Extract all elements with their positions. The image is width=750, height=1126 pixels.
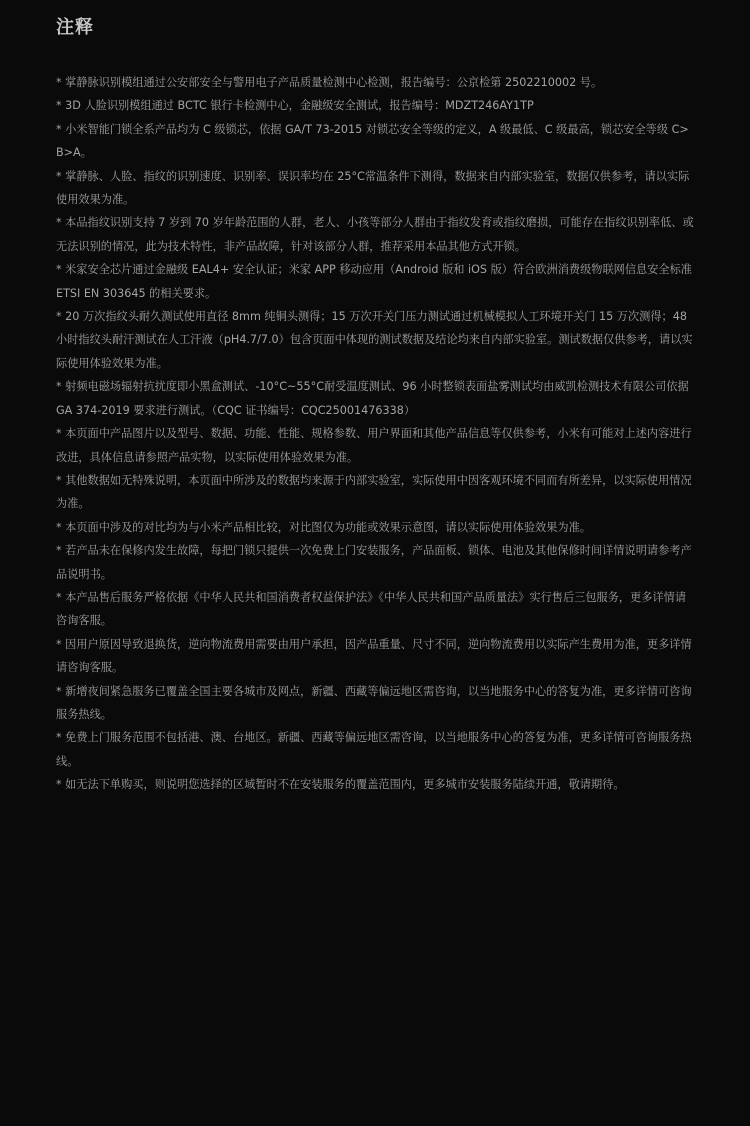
note-item: * 免费上门服务范围不包括港、澳、台地区。新疆、西藏等偏远地区需咨询，以当地服务中心的答复为准，更多详情可咨询服务热线。 (56, 731, 692, 768)
note-item: * 因用户原因导致退换货，逆向物流费用需要由用户承担，因产品重量、尺寸不同，逆向物流费用以实际产生费用为准，更多详情请咨询客服。 (56, 637, 692, 675)
note-item: * 本品指纹识别支持 7 岁到 70 岁年龄范围的人群，老人、小孩等部分人群由于指纹发育或指纹磨损，可能存在指纹识别率低、或无法识别的情况，此为技术特性，非产品故障，针对该部分人群，推荐采用本品其他方式开锁。 (56, 216, 694, 253)
note-item: * 小米智能门锁全系产品均为 C 级锁芯，依据 GA/T 73-2015 对锁芯安全等级的定义，A 级最低、C 级最高，锁芯安全等级 C>B>A。 (56, 122, 689, 160)
note-item: * 射频电磁场辐射抗扰度即小黑盒测试、-10°C~55°C耐受温度测试、96 小时整锁表面盐雾测试均由威凯检测技术有限公司依据 GA 374-2019 要求进行测试。（CQC 证书编号：CQC25001476338） (56, 380, 689, 417)
note-item: * 米家安全芯片通过金融级 EAL4+ 安全认证；米家 APP 移动应用（Android 版和 iOS 版）符合欧洲消费级物联网信息安全标准 ETSI EN 303645 的相关要求。 (56, 263, 692, 300)
notes-list (56, 71, 694, 797)
note-item: * 本页面中产品图片以及型号、数据、功能、性能、规格参数、用户界面和其他产品信息等仅供参考，小米有可能对上述内容进行改进，具体信息请参照产品实物，以实际使用体验效果为准。 (56, 427, 692, 464)
note-item: * 如无法下单购买，则说明您选择的区域暂时不在安装服务的覆盖范围内，更多城市安装服务陆续开通，敬请期待。 (56, 778, 625, 792)
note-item: * 20 万次指纹头耐久测试使用直径 8mm 纯铜头测得；15 万次开关门压力测试通过机械模拟人工环境开关门 15 万次测得；48 小时指纹头耐汗测试在人工汗液（pH4.7/7.0）包含页面中体现的测试数据及结论均来自内部实验室。测试数据仅供参考，请以实际使用体验效果为准。 (56, 310, 693, 370)
note-item: * 新增夜间紧急服务已覆盖全国主要各城市及网点，新疆、西藏等偏远地区需咨询，以当地服务中心的答复为准，更多详情可咨询服务热线。 (56, 684, 692, 721)
note-item: * 本页面中涉及的对比均为与小米产品相比较，对比图仅为功能或效果示意图，请以实际使用体验效果为准。 (56, 520, 591, 534)
note-item: * 掌静脉、人脸、指纹的识别速度、识别率、误识率均在 25°C常温条件下测得，数据来自内部实验室，数据仅供参考，请以实际使用效果为准。 (56, 169, 690, 207)
note-item: * 本产品售后服务严格依据《中华人民共和国消费者权益保护法》《中华人民共和国产品质量法》实行售后三包服务，更多详情请咨询客服。 (56, 590, 687, 628)
page-title: 注释 (56, 17, 94, 38)
note-item: * 3D 人脸识别模组通过 BCTC 银行卡检测中心，金融级安全测试，报告编号：MDZT246AY1TP (56, 99, 534, 113)
note-item: * 其他数据如无特殊说明，本页面中所涉及的数据均来源于内部实验室，实际使用中因客观环境不同而有所差异，以实际使用情况为准。 (56, 473, 692, 511)
note-item: * 若产品未在保修内发生故障，每把门锁只提供一次免费上门安装服务，产品面板、锁体、电池及其他保修时间详情说明请参考产品说明书。 (56, 544, 692, 581)
note-item: * 掌静脉识别模组通过公安部安全与警用电子产品质量检测中心检测，报告编号：公京检第 2502210002 号。 (56, 76, 603, 89)
